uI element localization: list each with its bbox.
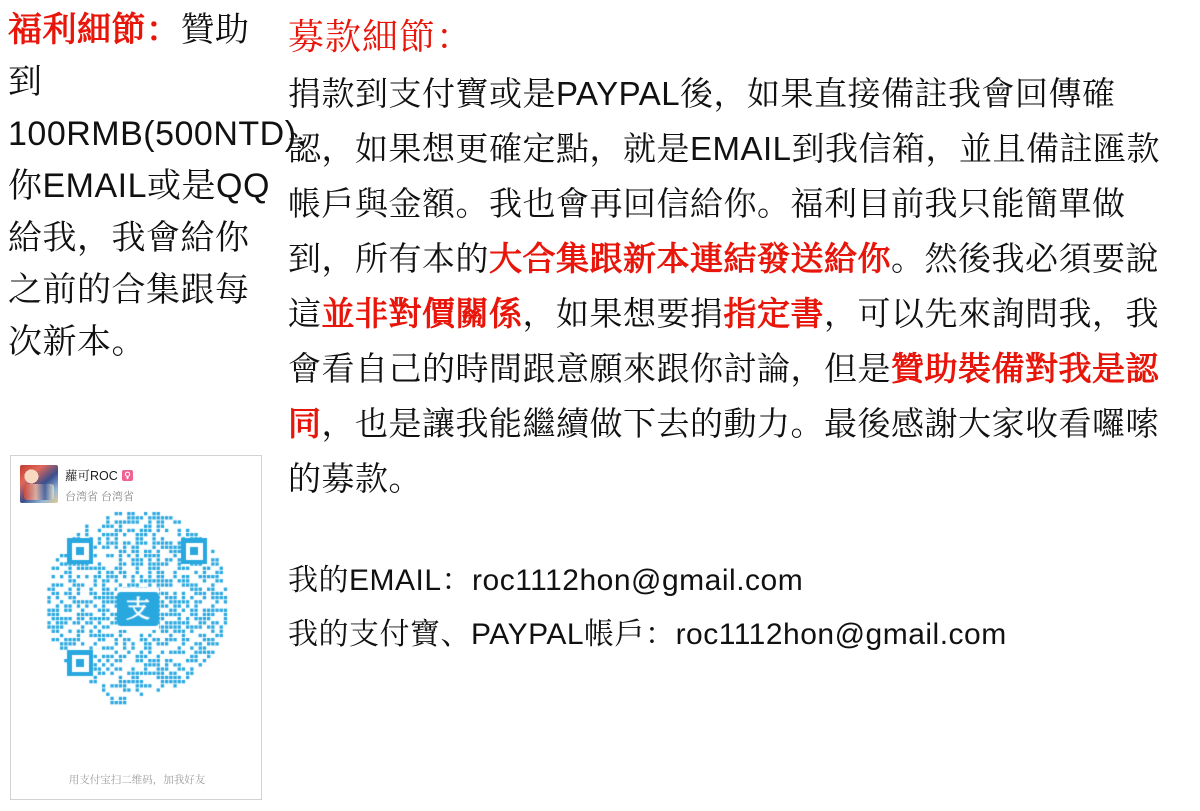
alipay-qr-card <box>10 455 262 800</box>
benefit-details-body: 贊助到100RMB(500NTD)，你EMAIL或是QQ給我，我會給你之前的合集跟每次新本。 <box>8 11 332 361</box>
paragraph-segment-1: 捐款到支付寶或是PAYPAL後，如果直接備註我會回傳確認，如果想更確定點，就是EMAIL到我信箱，並且備註匯款帳戶與金額。我也會再回信給你。福利目前我只能簡單做到，所有本的 <box>288 75 1161 277</box>
right-column <box>288 10 1188 662</box>
fundraising-title: 募款細節： <box>288 16 474 57</box>
qr-card-footer: 用支付宝扫二维码，加我好友 <box>68 774 206 786</box>
paragraph-highlight-2: 並非對價關係 <box>321 295 523 332</box>
fundraising-paragraph <box>288 66 1178 506</box>
paragraph-highlight-4: 贊助裝備對我是認同 <box>288 350 1159 442</box>
qr-code[interactable] <box>37 510 237 710</box>
qr-card-region: 台湾省 台湾省 <box>65 491 135 503</box>
benefit-details-text <box>8 4 332 368</box>
paragraph-segment-2: 。然後我必須要說這 <box>288 240 1159 332</box>
paragraph-segment-4: ，可以先來詢問我，我會看自己的時間跟意願來跟你討論，但是 <box>288 295 1159 387</box>
paragraph-highlight-3: 指定書 <box>723 295 824 332</box>
avatar <box>20 465 58 503</box>
payment-value: roc1112hon@gmail.com <box>675 618 1007 651</box>
benefit-details-title: 福利細節： <box>8 11 181 49</box>
female-icon <box>122 470 133 481</box>
qr-card-identity <box>65 465 134 504</box>
contact-block <box>288 554 1188 662</box>
payment-label: 我的支付寶、PAYPAL帳戶： <box>288 618 676 651</box>
qr-code-canvas[interactable] <box>37 510 237 710</box>
qr-card-name-row <box>65 466 134 484</box>
paragraph-segment-3: ，如果想要捐 <box>522 295 724 332</box>
email-label: 我的EMAIL： <box>288 564 473 597</box>
qr-bubble-wrap <box>11 504 263 762</box>
payment-row <box>288 608 1188 662</box>
qr-card-nickname: 蘿可ROC <box>65 469 118 483</box>
paragraph-segment-5: ，也是讓我能繼續做下去的動力。最後感謝大家收看囉嗦的募款。 <box>288 405 1159 497</box>
email-value: roc1112hon@gmail.com <box>472 564 804 597</box>
email-row <box>288 554 1188 608</box>
qr-card-header <box>11 456 261 504</box>
paragraph-highlight-1: 大合集跟新本連結發送給你 <box>489 240 891 277</box>
